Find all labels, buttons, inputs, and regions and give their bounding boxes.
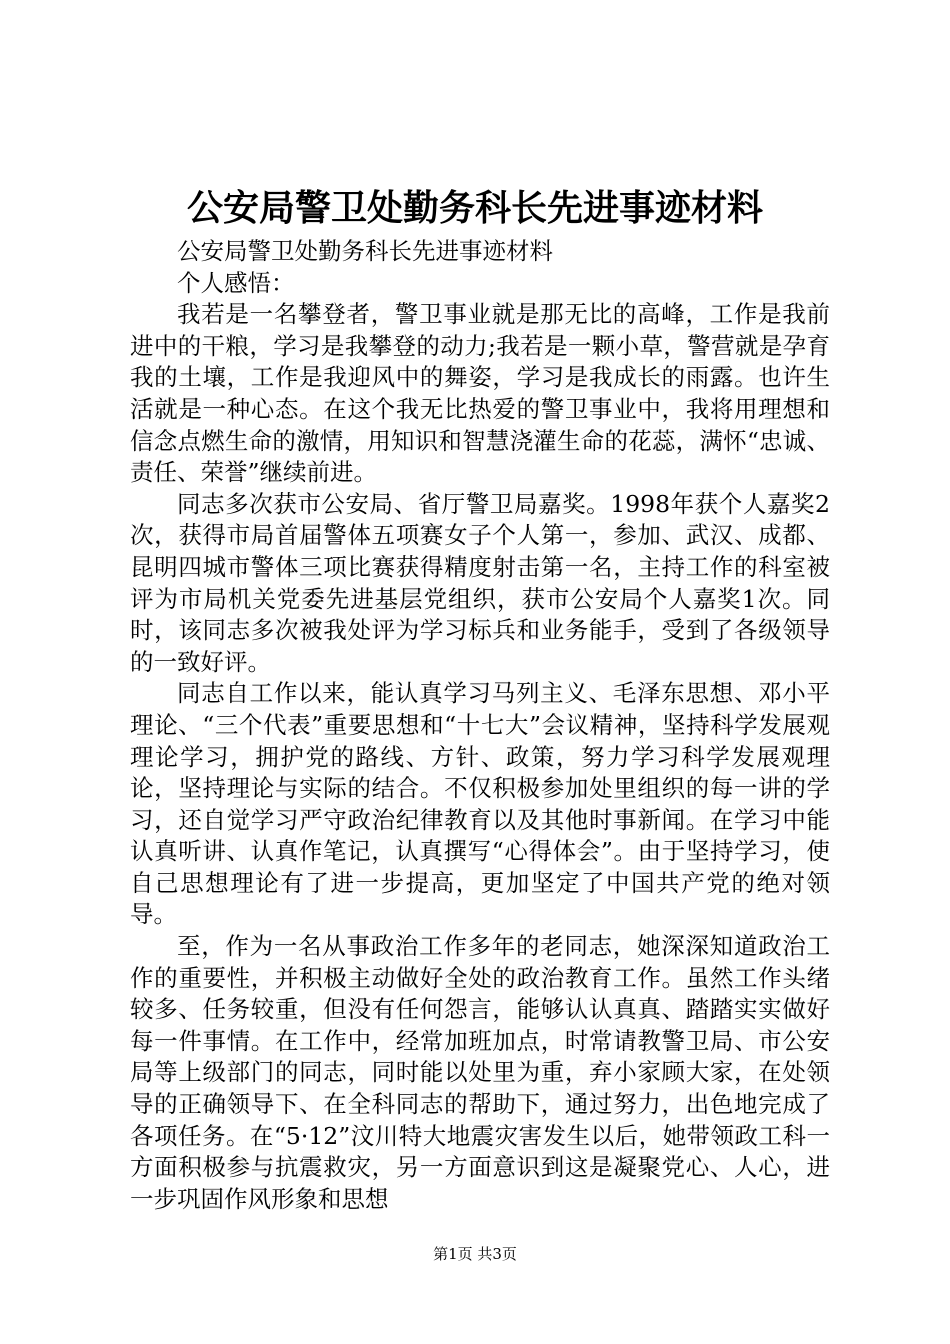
document-title: 公安局警卫处勤务科长先进事迹材料	[186, 187, 763, 229]
paragraph-heading-reflection: 个人感悟：	[177, 268, 295, 297]
paragraph-work: 至，作为一名从事政治工作多年的老同志，她深深知道政治工作的重要性，并积极主动做好全处的政治教育工作。虽然工作头绪较多、任务较重，但没有任何怨言，能够认认真真、踏踏实实做好每一件事情。在工作中，经常加班加点，时常请教警卫局、市公安局等上级部门的同志，同时能以处里为重，弃小家顾大家，在处领导的正确领导下、在全科同志的帮助下，通过努力，出色地完成了各项任务。在“5·12”汶川特大地震灾害发生以后，她带领政工科一方面积极参与抗震救灾，另一方面意识到这是凝聚党心、人心，进一步巩固作风形象和思想	[130, 932, 830, 1213]
paragraph-subtitle: 公安局警卫处勤务科长先进事迹材料	[177, 237, 553, 265]
page-footer: 第1页 共3页	[433, 1245, 517, 1263]
paragraph-reflection: 我若是一名攀登者，警卫事业就是那无比的高峰，工作是我前进中的干粮，学习是我攀登的动力;我若是一颗小草，警营就是孕育我的土壤，工作是我迎风中的舞姿，学习是我成长的雨露。也许生活就是一种心态。在这个我无比热爱的警卫事业中，我将用理想和信念点燃生命的激情，用知识和智慧浇灌生命的花蕊，满怀“忠诚、责任、荣誉”继续前进。	[130, 300, 830, 487]
paragraph-study: 同志自工作以来，能认真学习马列主义、毛泽东思想、邓小平理论、“三个代表”重要思想和“十七大”会议精神，坚持科学发展观理论学习，拥护党的路线、方针、政策，努力学习科学发展观理论，坚持理论与实际的结合。不仅积极参加处里组织的每一讲的学习，还自觉学习严守政治纪律教育以及其他时事新闻。在学习中能认真听讲、认真作笔记，认真撰写“心得体会”。由于坚持学习，使自己思想理论有了进一步提高，更加坚定了中国共产党的绝对领导。	[130, 679, 830, 929]
paragraph-awards: 同志多次获市公安局、省厅警卫局嘉奖。1998年获个人嘉奖2次，获得市局首届警体五项赛女子个人第一，参加、武汉、成都、昆明四城市警体三项比赛获得精度射击第一名，主持工作的科室被评为市局机关党委先进基层党组织，获市公安局个人嘉奖1次。同时，该同志多次被我处评为学习标兵和业务能手，受到了各级领导的一致好评。	[130, 489, 830, 676]
document-body	[130, 236, 830, 1215]
